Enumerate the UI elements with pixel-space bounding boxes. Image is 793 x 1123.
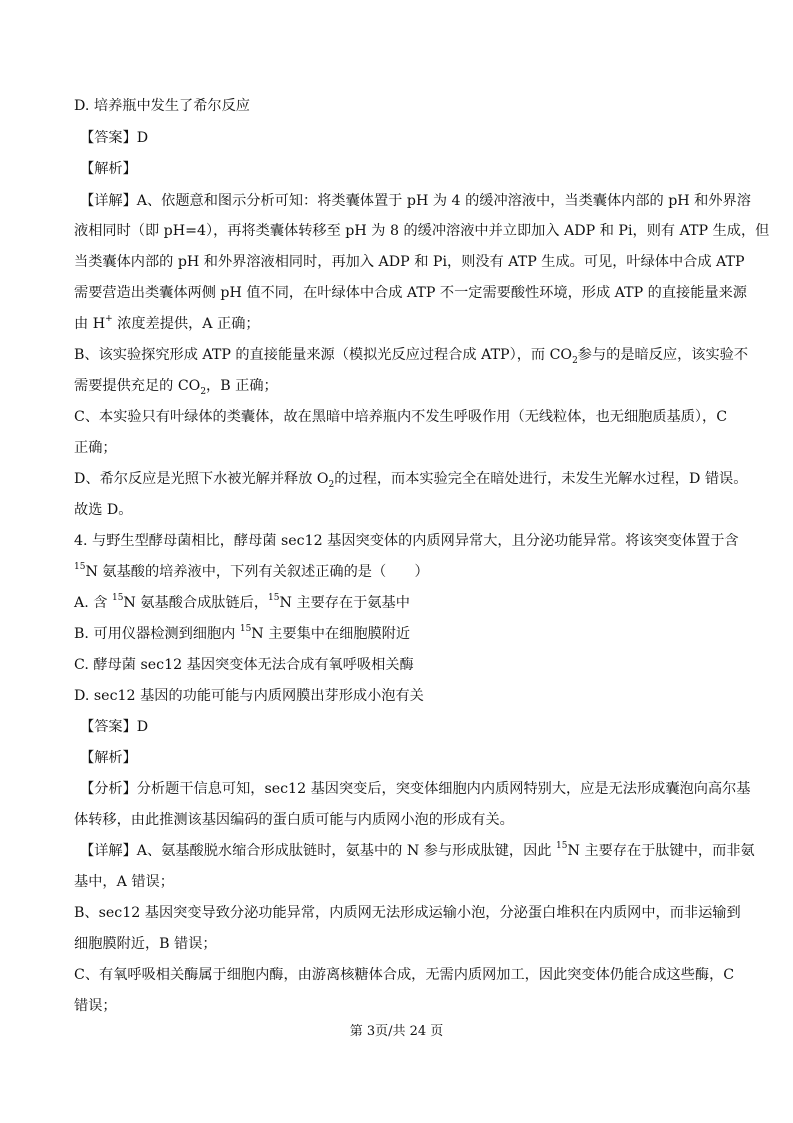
text-line: 基中，A 错误； (74, 874, 174, 890)
page-footer: 第 3页/共 24 页 (349, 1024, 444, 1039)
text-line: 【分析】分析题干信息可知，sec12 基因突变后，突变体细胞内内质网特别大，应是无法形成囊泡向高尔基 (80, 781, 751, 797)
option-c: C. 酵母菌 sec12 基因突变体无法合成有氧呼吸相关酶 (74, 657, 414, 673)
option-b: B. 可用仪器检测到细胞内 $^{15}$N 主要集中在细胞膜附近 (74, 624, 411, 642)
answer-label: 【答案】D (80, 130, 149, 146)
text-line: 当类囊体内部的 pH 和外界溶液相同时，再加入 ADP 和 Pi，则没有 ATP 生成。可见，叶绿体中合成 ATP (74, 254, 745, 270)
text-line: 需要提供充足的 $CO_2$，B 正确； (74, 378, 278, 397)
text-line: 【详解】A、依题意和图示分析可知：将类囊体置于 pH 为 4 的缓冲溶液中，当类囊体内部的 pH 和外界溶 (80, 193, 751, 209)
text-line: B、sec12 基因突变导致分泌功能异常，内质网无法形成运输小泡，分泌蛋白堆积在内质网中，而非运输到 (74, 905, 741, 921)
text-line: C、有氧呼吸相关酶属于细胞内酶，由游离核糖体合成，无需内质网加工，因此突变体仍能合成这些酶，C (74, 967, 735, 983)
analysis-label: 【解析】 (80, 750, 137, 766)
text-line: B、该实验探究形成 ATP 的直接能量来源（模拟光反应过程合成 ATP），而 $CO_2$参与的是暗反应，该实验不 (74, 347, 749, 366)
text-line: 细胞膜附近，B 错误； (74, 936, 217, 952)
text-line: 【详解】A、氨基酸脱水缩合形成肽链时，氨基中的 N 参与形成肽键，因此 $^{15}$N 主要存在于肽键中，而非氨 (80, 841, 755, 859)
text-line: D、希尔反应是光照下水被光解并释放 $O_2$的过程，而本实验完全在暗处进行，未发生光解水过程，D 错误。 (74, 471, 748, 490)
option-d-line: D. 培养瓶中发生了希尔反应 (74, 98, 250, 114)
question-stem: $^{15}$N 氨基酸的培养液中，下列有关叙述正确的是（ ） (74, 562, 429, 580)
text-line: 液相同时（即 pH=4），再将类囊体转移至 pH 为 8 的缓冲溶液中并立即加入 ADP 和 Pi，则有 ATP 生成，但 (74, 223, 770, 239)
option-a: A. 含 $^{15}$N 氨基酸合成肽链后，$^{15}$N 主要存在于氨基中 (74, 593, 410, 611)
text-line: 体转移，由此推测该基因编码的蛋白质可能与内质网小泡的形成有关。 (74, 812, 514, 828)
analysis-label: 【解析】 (80, 161, 137, 177)
text-line: 故选 D。 (74, 502, 133, 518)
answer-label: 【答案】D (80, 719, 149, 735)
text-line: C、本实验只有叶绿体的类囊体，故在黑暗中培养瓶内不发生呼吸作用（无线粒体，也无细胞质基质），C (74, 409, 728, 425)
text-line: 正确； (74, 440, 117, 456)
text-line: 由 H+ 浓度差提供，A 正确； (74, 314, 260, 332)
text-line: 错误； (74, 998, 117, 1014)
text-line: 需要营造出类囊体两侧 pH 值不同，在叶绿体中合成 ATP 不一定需要酸性环境，形成 ATP 的直接能量来源 (74, 285, 747, 301)
question-stem: 4. 与野生型酵母菌相比，酵母菌 sec12 基因突变体的内质网异常大，且分泌功能异常。将该突变体置于含 (74, 533, 739, 549)
option-d: D. sec12 基因的功能可能与内质网膜出芽形成小泡有关 (74, 688, 424, 704)
